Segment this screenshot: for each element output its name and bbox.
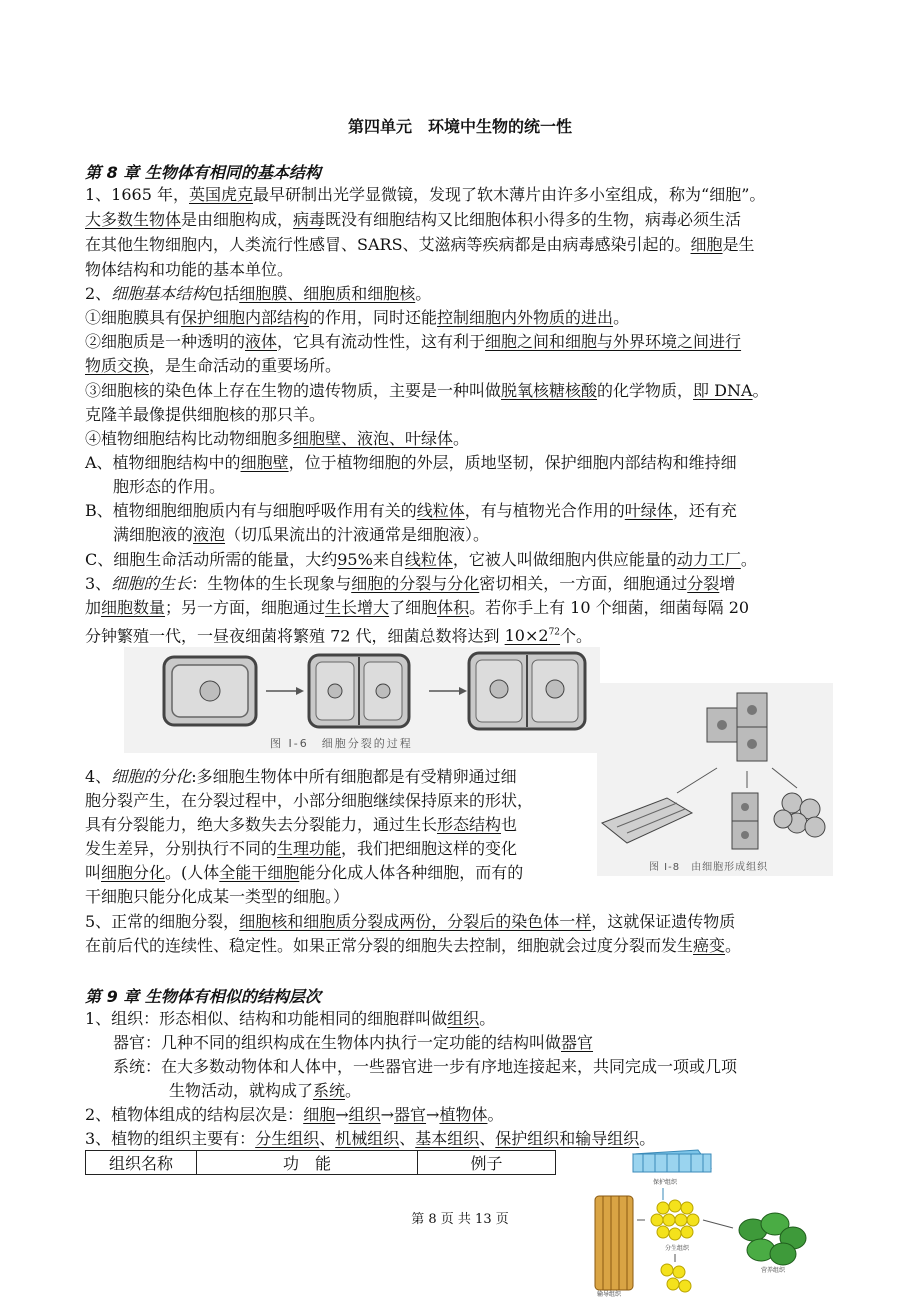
system-def-line1: 系统：在大多数动物体和人体中，一些器官进一步有序地连接起来，共同完成一项或几项	[113, 1057, 738, 1076]
tissue-def-line: 1、组织：形态相似、结构和功能相同的细胞群叫做组织。	[85, 1009, 496, 1028]
system-def-line2: 生物活动，就构成了系统。	[169, 1081, 362, 1100]
table-header-cell: 组织名称	[86, 1151, 197, 1175]
fig3-label-3: 输导组织	[597, 1291, 622, 1298]
point-a-line1: A、植物细胞结构中的细胞壁，位于植物细胞的外层，质地坚韧，保护细胞内部结构和维持细	[85, 453, 737, 472]
growth-line2: 加细胞数量；另一方面，细胞通过生长增大了细胞体积。若你手上有 10 个细菌，细菌每隔 20	[85, 598, 750, 617]
tissue-formation-figure	[597, 683, 833, 876]
chapter9-heading: 第 9 章 生物体有相似的结构层次	[85, 987, 321, 1006]
tissue-formation-illustration	[597, 683, 833, 876]
para2-line: 2、细胞基本结构包括细胞膜、细胞质和细胞核。	[85, 284, 432, 303]
growth-line1: 3、细胞的生长：生物体的生长现象与细胞的分裂与分化密切相关，一方面，细胞通过分裂增	[85, 574, 736, 593]
page-footer: 第 8 页 共 13 页	[411, 1212, 509, 1227]
point-b-line2: 满细胞液的液泡（切瓜果流出的汁液通常是细胞液）。	[113, 525, 490, 544]
diff-line3: 具有分裂能力，绝大多数失去分裂能力，通过生长形态结构也	[85, 815, 518, 834]
plant-tissues-line: 3、植物的组织主要有：分生组织、机械组织、基本组织、保护组织和输导组织。	[85, 1129, 656, 1148]
para1-line1: 1、1665 年，英国虎克最早研制出光学显微镜，发现了软木薄片由许多小室组成，称为“细胞”。	[85, 185, 766, 204]
table-header-row	[86, 1151, 556, 1175]
fig3-label-1: 分生组织	[665, 1245, 690, 1252]
tissue-table	[85, 1150, 556, 1175]
chapter8-heading: 第 8 章 生物体有相同的基本结构	[85, 163, 321, 182]
point-b-line1: B、植物细胞细胞质内有与细胞呼吸作用有关的线粒体，有与植物光合作用的叶绿体，还有充	[85, 501, 737, 520]
point-c-line: C、细胞生命活动所需的能量，大约95%来自线粒体，它被人叫做细胞内供应能量的动力工厂。	[85, 550, 757, 569]
membrane-line: ①细胞膜具有保护细胞内部结构的作用，同时还能控制细胞内外物质的进出。	[85, 308, 630, 327]
fig3-label-2: 营养组织	[761, 1267, 786, 1274]
table-header-cell: 例子	[418, 1151, 556, 1175]
hierarchy-line: 2、植物体组成的结构层次是：细胞→组织→器官→植物体。	[85, 1105, 504, 1124]
cytoplasm-line1: ②细胞质是一种透明的液体，它具有流动性性，这有利于细胞之间和细胞与外界环境之间进行	[85, 332, 742, 351]
diff-line1: 4、细胞的分化:多细胞生物体中所有细胞都是有受精卵通过细	[85, 767, 517, 786]
organ-def-line: 器官：几种不同的组织构成在生物体内执行一定功能的结构叫做器官	[113, 1033, 594, 1052]
cell-division-caption: 图 I-6 细胞分裂的过程	[270, 737, 413, 750]
cell-division-figure	[124, 647, 600, 753]
point-a-line2: 胞形态的作用。	[113, 477, 226, 496]
growth-line3: 分钟繁殖一代，一昼夜细菌将繁殖 72 代，细菌总数将达到 $10\times 2^{72}$个。	[85, 626, 593, 646]
diff-line6: 干细胞只能分化成某一类型的细胞。）	[85, 887, 350, 906]
division-line2: 在前后代的连续性、稳定性。如果正常分裂的细胞失去控制，细胞就会过度分裂而发生癌变。	[85, 936, 742, 955]
plant-cell-line: ④植物细胞结构比动物细胞多细胞壁、液泡、叶绿体。	[85, 429, 470, 448]
cytoplasm-line2: 物质交换，是生命活动的重要场所。	[85, 356, 342, 375]
para1-line2: 大多数生物体是由细胞构成，病毒既没有细胞结构又比细胞体积小得多的生物，病毒必须生活	[85, 210, 742, 229]
para1-line3: 在其他生物细胞内，人类流行性感冒、SARS、艾滋病等疾病都是由病毒感染引起的。细胞是生	[85, 235, 755, 254]
nucleus-line2: 克隆羊最像提供细胞核的那只羊。	[85, 405, 326, 424]
unit-title: 第四单元 环境中生物的统一性	[347, 117, 572, 136]
diff-line4: 发生差异，分别执行不同的生理功能，我们把细胞这样的变化	[85, 839, 518, 858]
nucleus-line1: ③细胞核的染色体上存在生物的遗传物质，主要是一种叫做脱氧核糖核酸的化学物质，即 DNA。	[85, 381, 769, 400]
fig3-label-0: 保护组织	[653, 1179, 678, 1186]
diff-line2: 胞分裂产生，在分裂过程中，小部分细胞继续保持原来的形状，	[85, 791, 534, 810]
diff-line5: 叫细胞分化。(人体全能干细胞能分化成人体各种细胞，而有的	[85, 863, 524, 882]
para1-line4: 物体结构和功能的基本单位。	[85, 260, 294, 279]
division-line1: 5、正常的细胞分裂，细胞核和细胞质分裂成两份，分裂后的染色体一样，这就保证遗传物质	[85, 912, 736, 931]
table-header-cell: 功 能	[197, 1151, 418, 1175]
tissue-formation-caption: 图 I-8 由细胞形成组织	[649, 862, 769, 873]
